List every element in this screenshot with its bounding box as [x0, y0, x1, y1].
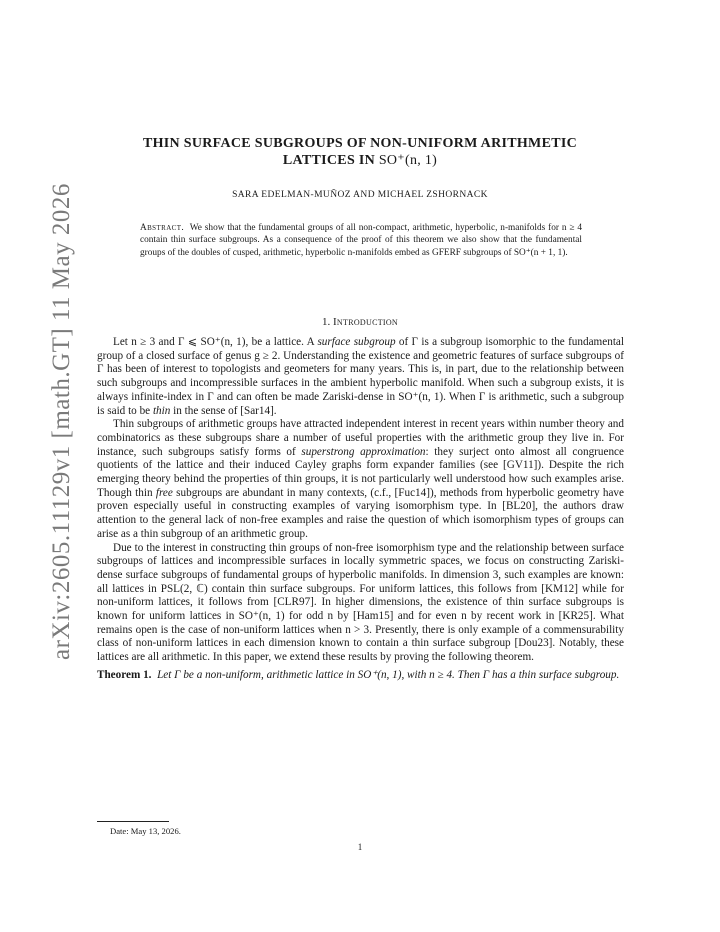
title-line-2-text: LATTICES IN [282, 153, 375, 168]
section-title: Introduction [332, 316, 399, 328]
paragraph-1-part-c: in the sense of [Sar14]. [170, 404, 277, 417]
abstract [140, 222, 582, 259]
abstract-text: We show that the fundamental groups of all non-compact, arithmetic, hyperbolic, n-manifolds for n ≥ 4 contain thin surface subgroups. As a consequence of the proof of this theorem we also show that the fundamental groups of the doubles of cusped, arithmetic, hyperbolic n-manifolds embed as GFERF subgroups of SO⁺(n + 1, 1). [140, 223, 583, 258]
body-text [97, 336, 624, 683]
paragraph-1-emphasis-2: thin [152, 404, 171, 417]
abstract-label: Abstract. [140, 223, 185, 233]
paragraph-2-part-a: Thin subgroups of arithmetic groups have attracted independent interest in recent years within number theory and combinatorics as these subgroups share a number of useful properties with the arithmetic group they live in. For instance, such subgroups satisfy forms of [97, 418, 624, 458]
paragraph-1 [97, 336, 624, 418]
theorem-label: Theorem 1. [97, 668, 152, 681]
arxiv-identifier: arXiv:2605.11129v1 [math.GT] 11 May 2026 [48, 183, 75, 660]
paragraph-1-part-b: of Γ is a subgroup isomorphic to the fundamental group of a closed surface of genus g ≥ 2. Understanding the existence and geometric features of surface subgroups of Γ has been of interest to topologists and geometers for many years. This is, in part, due to the relationship between such subgroups and incompressible surfaces in the ambient hyperbolic manifold. When such a subgroup exists, it is always infinite-index in Γ and can often be made Zariski-dense in SO⁺(n, 1). When Γ is arithmetic, such a subgroup is said to be [97, 336, 624, 417]
footnote-rule [97, 821, 169, 822]
title-line-1: THIN SURFACE SUBGROUPS OF NON-UNIFORM ARITHMETIC [142, 136, 578, 151]
paragraph-2-emphasis-1: superstrong approximation [301, 445, 426, 458]
section-heading [110, 316, 610, 328]
title-line-2 [110, 152, 610, 169]
paper-title [110, 135, 610, 169]
page-number: 1 [357, 842, 363, 852]
theorem-text: Let Γ be a non-uniform, arithmetic lattice in SO⁺(n, 1), with n ≥ 4. Then Γ has a thin surface subgroup. [157, 668, 620, 681]
paragraph-1-emphasis-1: surface subgroup [317, 336, 396, 348]
paragraph-2 [97, 418, 624, 541]
authors: SARA EDELMAN-MUÑOZ AND MICHAEL ZSHORNACK [232, 190, 488, 200]
title-line-2-math: SO⁺(n, 1) [378, 153, 438, 168]
paragraph-3: Due to the interest in constructing thin groups of non-free isomorphism type and the relationship between surface subgroups of lattices and incompressible surfaces in locally symmetric spaces, we focus on constructing Zariski-dense surface subgroups of fundamental groups of hyperbolic manifolds. In dimension 3, such examples are known: all lattices in PSL(2, ℂ) contain thin surface subgroups. For uniform lattices, this follows from [KM12] while for non-uniform lattices, it follows from [CLR97]. In higher dimensions, the existence of thin surface subgroups is known for uniform lattices in SO⁺(n, 1) for odd n by [Ham15] and for even n by recent work in [KR25]. What remains open is the case of non-uniform lattices when n > 3. Presently, there is only example of a commensurability class of non-uniform lattices in each dimension known to contain a thin surface subgroup [Dou23]. Notably, these lattices are all arithmetic. In this paper, we extend these results by proving the following theorem. [97, 541, 624, 664]
paragraph-2-part-c: subgroups are abundant in many contexts, (c.f., [Fuc14]), methods from hyperbolic geometry have proven especially useful in constructing examples of varying isomorphism type. In [BL20], the authors draw attention to the general lack of non-free examples and raise the question of which isomorphism types of groups can arise as a thin subgroup of an arithmetic group. [97, 486, 624, 540]
paragraph-1-part-a: Let n ≥ 3 and Γ ⩽ SO⁺(n, 1), be a lattice. A [113, 336, 318, 348]
footnote-date: Date: May 13, 2026. [110, 826, 181, 836]
paragraph-2-part-b: : they surject onto almost all congruence quotients of the lattice and their induced Cayley graphs form expander families (see [GV11]). Despite the rich emerging theory behind the properties of thin groups, it is not particularly well understood how such examples arise. Though thin [97, 445, 624, 499]
section-number: 1. [321, 316, 331, 328]
paragraph-2-emphasis-2: free [155, 486, 173, 499]
theorem-1 [97, 669, 624, 683]
